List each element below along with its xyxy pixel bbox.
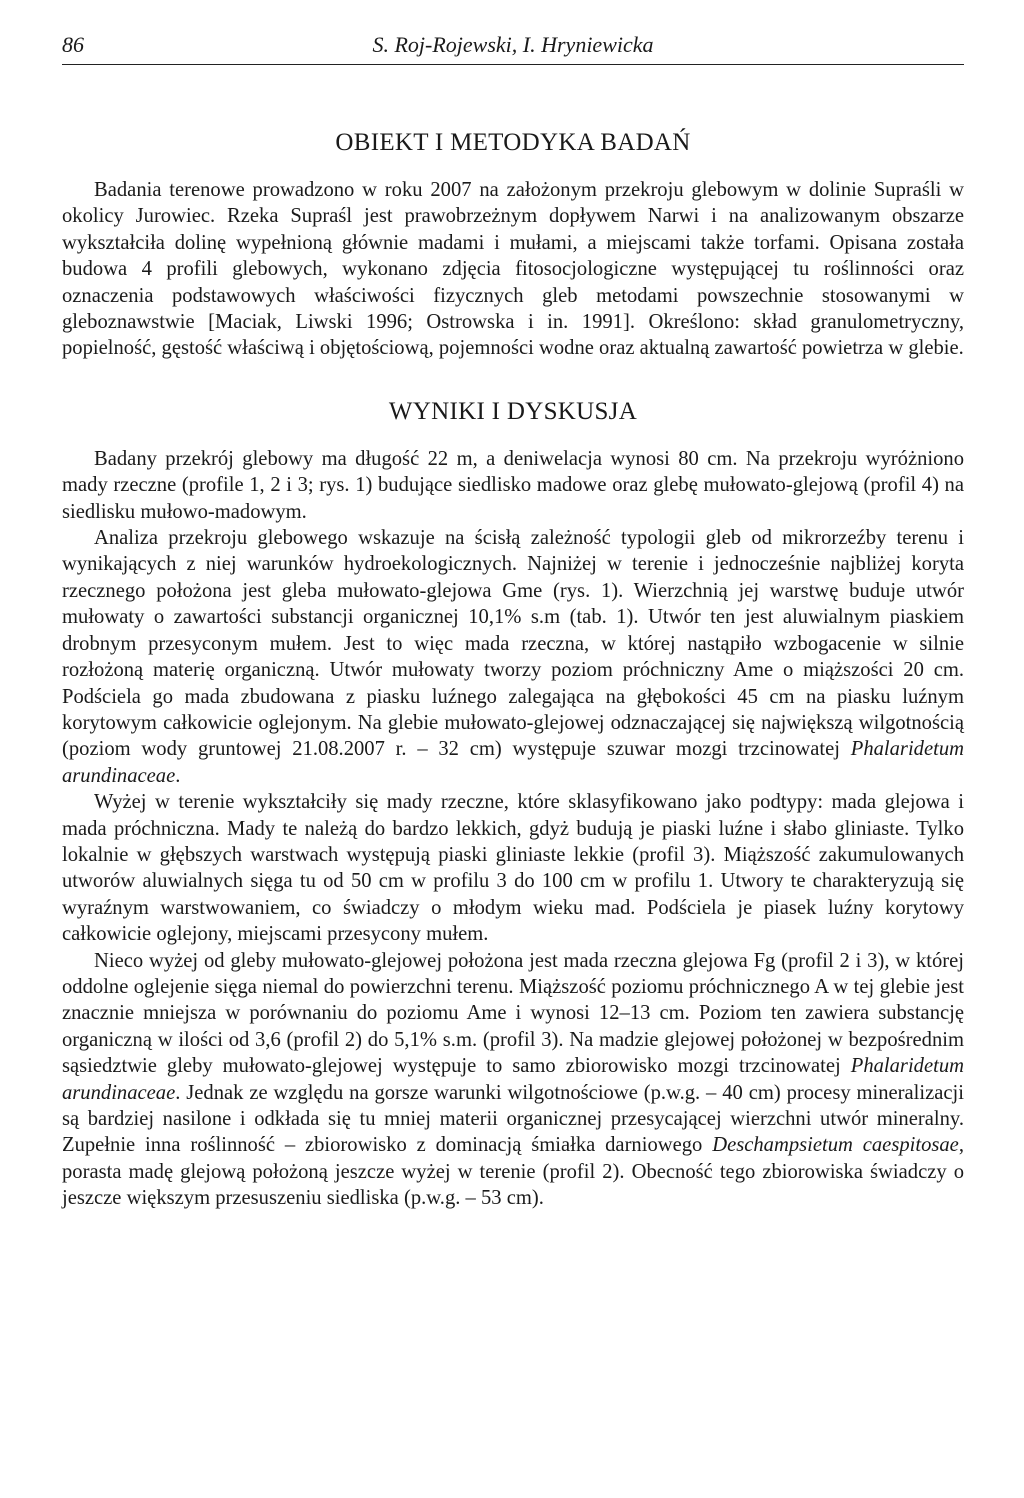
page bbox=[62, 30, 964, 1212]
paragraph-results-4 bbox=[62, 948, 964, 1212]
running-head bbox=[62, 30, 964, 65]
paragraph-text: Nieco wyżej od gleby mułowato-glejowej położona jest mada rzeczna glejowa Fg (profil 2 i 3), w której oddolne oglejenie sięga niemal do powierzchni terenu. Miąższość poziomu próchnicznego A w tej glebie jest znacznie mniejsza w porównaniu do poziomu Ame i wynosi 12–13 cm. Poziom ten zawiera substancję organiczną w ilości od 3,6 (profil 2) do 5,1% s.m. (profil 3). Na madzie glejowej położonej w bezpośrednim sąsiedztwie gleby mułowato-glejowej występuje to samo zbiorowisko mozgi trzcinowatej bbox=[62, 949, 964, 1078]
paragraph-text: , porasta madę glejową położoną jeszcze wyżej w terenie (profil 2). Obecność tego zbiorowiska świadczy o jeszcze większym przesuszeniu siedliska (p.w.g. – 53 cm). bbox=[62, 1134, 964, 1210]
section-heading-results: WYNIKI I DYSKUSJA bbox=[388, 397, 638, 425]
paragraph-methods: Badania terenowe prowadzono w roku 2007 na założonym przekroju glebowym w dolinie Supraśli w okolicy Jurowiec. Rzeka Supraśl jest prawobrzeżnym dopływem Narwi i na analizowanym obszarze wykształciła dolinę wypełnioną głównie madami i mułami, a miejscami także torfami. Opisana została budowa 4 profili glebowych, wykonano zdjęcia fitosocjologiczne występującej tu roślinności oraz oznaczenia podstawowych właściwości fizycznych gleb metodami powszechnie stosowanymi w gleboznawstwie [Maciak, Liwski 1996; Ostrowska i in. 1991]. Określono: skład granulometryczny, popielność, gęstość właściwą i objętościową, pojemności wodne oraz aktualną zawartość powietrza w glebie. bbox=[62, 179, 964, 360]
species-name: Deschampsietum caespitosae bbox=[712, 1134, 959, 1157]
paragraph-results-2 bbox=[62, 525, 964, 789]
page-number: 86 bbox=[62, 32, 84, 57]
paragraph-text: . Jednak ze względu na gorsze warunki wilgotnościowe (p.w.g. – 40 cm) procesy mineralizacji są bardziej nasilone i odkłada się tu mniej materii organicznej przesycającej wierzchni utwór mineralny. Zupełnie inna roślinność – zbiorowisko z dominacją śmiałka darniowego bbox=[62, 1081, 964, 1157]
paragraph-results-3: Wyżej w terenie wykształciły się mady rzeczne, które sklasyfikowano jako podtypy: mada glejowa i mada próchniczna. Mady te należą do bardzo lekkich, gdyż budują je piaski luźne i słabo gliniaste. Tylko lokalnie w głębszych warstwach występują piaski gliniaste lekkie (profil 3). Miąższość zakumulowanych utworów aluwialnych sięga tu od 50 cm w profilu 3 do 100 cm w profilu 1. Utwory te charakteryzują się wyraźnym warstwowaniem, co świadczy o młodym wieku mad. Podściela je piasek luźny korytowy całkowicie oglejony, miejscami przesycony mułem. bbox=[62, 791, 964, 946]
paragraph-results-1: Badany przekrój glebowy ma długość 22 m, a deniwelacja wynosi 80 cm. Na przekroju wyróżniono mady rzeczne (profile 1, 2 i 3; rys. 1) budujące siedlisko madowe oraz glebę mułowato-glejową (profil 4) na siedlisku mułowo-madowym. bbox=[62, 447, 964, 523]
paragraph-text: . bbox=[175, 764, 181, 787]
paragraph-text: Analiza przekroju glebowego wskazuje na ścisłą zależność typologii gleb od mikrorzeźby terenu i wynikających z niej warunków hydroekologicznych. Najniżej w terenie i jednocześnie najbliżej koryta rzecznego położona jest gleba mułowato-glejowa Gme (rys. 1). Wierzchnią jej warstwę buduje utwór mułowaty o zawartości substancji organicznej 10,1% s.m (tab. 1). Utwór ten jest aluwialnym piaskiem drobnym przesyconym mułem. Jest to więc mada rzeczna, w której nastąpiło wzbogacenie w silnie rozłożoną materię organiczną. Utwór mułowaty tworzy poziom próchniczny Ame o miąższości 20 cm. Podściela go mada zbudowana z piasku luźnego zalegająca na głębokości 45 cm na piasku luźnym korytowym całkowicie oglejonym. Na glebie mułowato-glejowej odznaczającej się największą wilgotnością (poziom wody gruntowej 21.08.2007 r. – 32 cm) występuje szuwar mozgi trzcinowatej bbox=[62, 527, 964, 761]
running-head-authors: S. Roj-Rojewski, I. Hryniewicka bbox=[372, 32, 654, 57]
species-name: Phalaridetum arundinaceae bbox=[62, 738, 964, 787]
section-heading-methods: OBIEKT I METODYKA BADAŃ bbox=[335, 129, 691, 156]
species-name: Phalaridetum arundinaceae bbox=[62, 1055, 964, 1104]
